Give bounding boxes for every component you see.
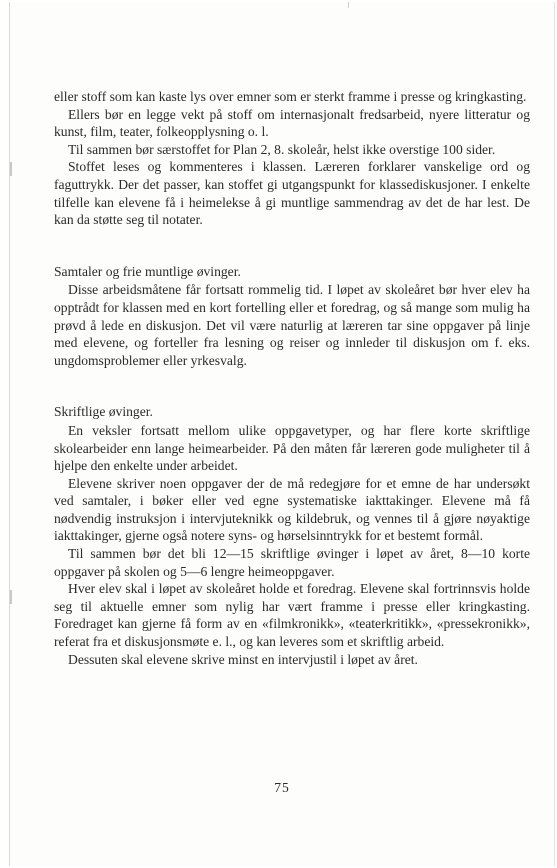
paragraph: Til sammen bør det bli 12—15 skriftlige øvinger i løpet av året, 8—10 korte oppgaver på skolen og 5—6 lengre heimeoppgaver. (54, 546, 530, 579)
paragraph: eller stoff som kan kaste lys over emner som er sterkt framme i presse og kringkasting. (54, 89, 527, 104)
paragraph: Dessuten skal elevene skrive minst en intervjustil i løpet av året. (68, 651, 418, 667)
binding-mark (10, 590, 12, 604)
binding-mark (10, 162, 12, 176)
section-heading: Samtaler og frie muntlige øvinger. (54, 263, 241, 279)
paragraph: Stoffet leses og kommenteres i klassen. Læreren forklarer vanskelige ord og faguttrykk. Der det passer, kan stoffet gi utgangspunkt for klassediskusjoner. I enkelte tilfelle kan elevene få i heimelekse å gi muntlige sammendrag av det de har lest. De kan da støtte seg til notater. (54, 159, 530, 228)
section-heading: Skriftlige øvinger. (54, 404, 153, 420)
document-page (9, 2, 555, 866)
paragraph: Ellers bør en legge vekt på stoff om internasjonalt fredsarbeid, nyere litteratur og kunst, film, teater, folkeopplysning o. l. (54, 106, 530, 140)
paragraph: En veksler fortsatt mellom ulike oppgavetyper, og har flere korte skriftlige skolearbeider enn lange heimearbeider. På den måten får læreren gode muligheter til å hjelpe den enkelte under arbeidet. (54, 422, 530, 474)
paragraph: Til sammen bør særstoffet for Plan 2, 8. skoleår, helst ikke overstige 100 sider. (68, 141, 496, 157)
paragraph: Elevene skriver noen oppgaver der de må redegjøre for et emne de har undersøkt ved samtaler, i bøker eller ved egne systematiske iakttakinger. Elevene må få nødvendig instruksjon i intervjuteknikk og kildebruk, og vennes til å gjøre nøyaktige iakttakinger, gjerne også notere syns- og hørselsinntrykk for et bestemt formål. (54, 475, 530, 544)
body-text (54, 88, 530, 668)
paragraph: Hver elev skal i løpet av skoleåret holde et foredrag. Elevene skal fortrinnsvis holde seg til aktuelle emner som nylig har vært framme i presse eller kringkasting. Foredraget kan gjerne få form av en «filmkronikk», «teaterkritikk», «pressekronikk», referat fra et diskusjonsmøte e. l., og kan leveres som et skriftlig arbeid. (54, 581, 530, 650)
crop-mark (348, 2, 349, 8)
paragraph: Disse arbeidsmåtene får fortsatt rommelig tid. I løpet av skoleåret bør hver elev ha opptrådt for klassen med en kort fortelling eller et foredrag, og så mange som mulig ha prøvd å lede en diskusjon. Det vil være naturlig at læreren tar sine oppgaver på linje med elevene, og forteller fra lesning og reiser og innleder til diskusjon om f. eks. ungdomsproblemer eller yrkesvalg. (54, 282, 530, 368)
page-number: 75 (274, 780, 290, 795)
